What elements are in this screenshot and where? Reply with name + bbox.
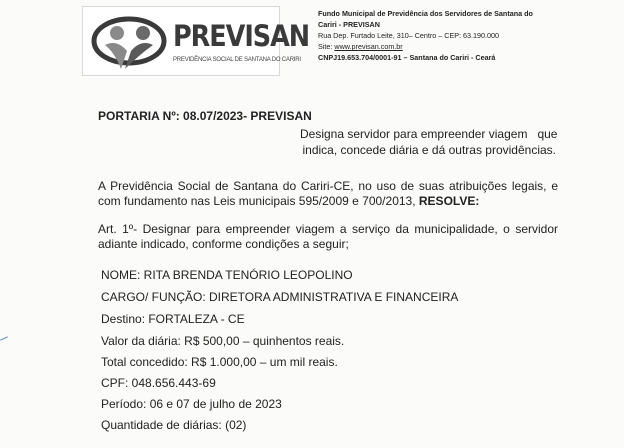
ementa	[300, 126, 556, 158]
preamble-text: A Previdência Social de Santana do Cariri-CE, no uso de suas atribuições legais, e com fundamento nas Leis municipais 595/2009 e 700/2013,	[98, 179, 558, 208]
site-link[interactable]: www.previsan.com.br	[334, 42, 403, 51]
org-name-line1: Fundo Municipal de Previdência dos Servidores de Santana do	[318, 9, 533, 18]
field-quantidade: Quantidade de diárias: (02)	[101, 418, 247, 432]
header-info	[318, 8, 533, 63]
logo-subtitle: PREVIDÊNCIA SOCIAL DE SANTANA DO CARIRI	[173, 57, 301, 63]
pen-mark	[0, 336, 8, 340]
field-valor-diaria: Valor da diária: R$ 500,00 – quinhentos reais.	[101, 334, 345, 348]
field-cpf: CPF: 048.656.443-69	[101, 376, 216, 390]
portaria-title: PORTARIA Nº: 08.07/2023- PREVISAN	[98, 109, 312, 123]
site-label: Site:	[318, 42, 335, 51]
resolve-label: RESOLVE:	[418, 194, 480, 208]
logo-box	[82, 6, 310, 76]
address: Rua Dep. Furtado Leite, 310– Centro – CEP: 63.190.000	[318, 31, 500, 40]
logo-title: PREVISAN	[173, 19, 310, 53]
article-1: Art. 1º- Designar para empreender viagem a serviço da municipalidade, o servidor adiante indicado, conforme condições a seguir;	[98, 222, 558, 251]
field-destino: Destino: FORTALEZA - CE	[101, 312, 245, 326]
preamble	[98, 179, 558, 209]
field-periodo: Período: 06 e 07 de julho de 2023	[101, 397, 282, 411]
field-total: Total concedido: R$ 1.000,00 – um mil reais.	[101, 355, 338, 369]
field-cargo: CARGO/ FUNÇÃO: DIRETORA ADMINISTRATIVA E FINANCEIRA	[101, 290, 459, 304]
field-nome: NOME: RITA BRENDA TENÓRIO LEOPOLINO	[101, 268, 353, 282]
ementa-line2: indica, concede diária e dá outras providências.	[302, 143, 556, 157]
org-name-line2: Cariri - PREVISAN	[318, 20, 380, 29]
people-in-oval-logo-icon	[91, 11, 171, 73]
cnpj: CNPJ19.653.704/0001-91 – Santana do Cariri - Ceará	[318, 53, 496, 62]
ementa-line1: Designa servidor para empreender viagem que	[300, 127, 558, 141]
site-line	[318, 41, 533, 52]
